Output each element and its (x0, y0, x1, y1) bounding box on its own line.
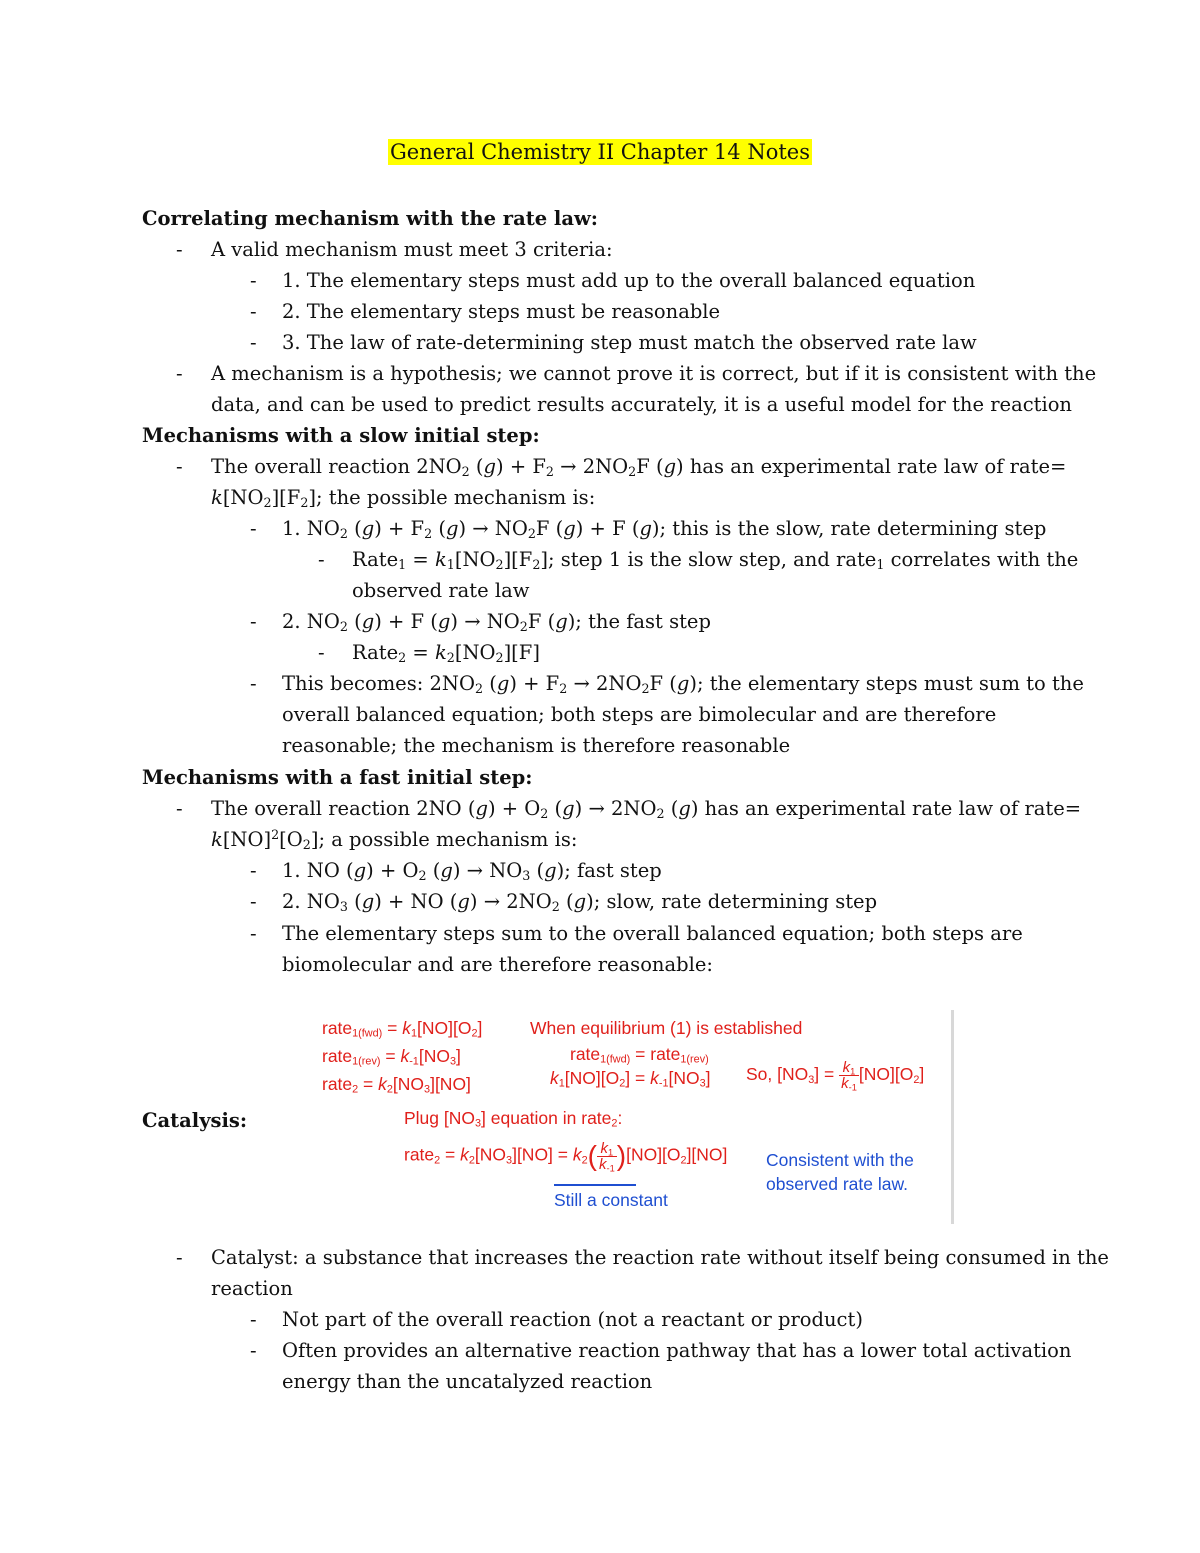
bullet-continuation: $k[NO]^2[O_2]$; a possible mechanism is: (211, 827, 578, 853)
sub-bullet: - Often provides an alternative reaction pathway that has a lower total activation (250, 1339, 1072, 1362)
sub-bullet: - 3. The law of rate-determining step must match the observed rate law (250, 331, 977, 354)
equilibrium-equation: $k_1[NO][O_2] = k_{-1}[NO_3]$ (550, 1068, 711, 1090)
sub-bullet: - 1. The elementary steps must add up to the overall balanced equation (250, 269, 976, 292)
still-constant-note: Still a constant (554, 1190, 668, 1210)
bullet-continuation: observed rate law (352, 579, 530, 602)
bullet-continuation: data, and can be used to predict results accurately, it is a useful model for the reaction (211, 393, 1072, 416)
bullet: - A mechanism is a hypothesis; we cannot prove it is correct, but if it is consistent with the (176, 362, 1097, 385)
bullet: - The overall reaction 2NO $(g) + O_2$ $(g) \to 2NO_2$ (g) has an experimental rate law of rate= (176, 797, 1082, 822)
section-heading-catalysis: Catalysis: (142, 1109, 248, 1132)
bullet-continuation: $k[NO_2][F_2]$; the possible mechanism is: (211, 486, 596, 511)
equation-rate1-fwd: rate$_{1(fwd)}$ = $k_1[NO][O_2]$ (322, 1018, 483, 1040)
bullet: - A valid mechanism must meet 3 criteria: (176, 238, 613, 261)
section-heading-slow-step: Mechanisms with a slow initial step: (142, 424, 540, 447)
substituted-rate-equation: rate$_2$ = $k_2[NO_3][NO] = k_2$( $\frac{k_1}{k_{-1}}$ )$[NO][O_2][NO]$ (404, 1139, 728, 1173)
sub-bullet: - This becomes: $2NO_2$ $(g) + F_2 \to 2NO_2F$ (g); the elementary steps must sum to the (250, 672, 1084, 697)
sub-bullet: - 1. $NO_2$ $(g) + F_2$ $(g) \to NO_2F$ (g) + F (g); this is the slow, rate determining step (250, 517, 1047, 542)
section-heading-rate-law: Correlating mechanism with the rate law: (142, 207, 598, 230)
consistent-note-line2: observed rate law. (766, 1174, 909, 1194)
section-heading-fast-step: Mechanisms with a fast initial step: (142, 766, 533, 789)
bullet-continuation: energy than the uncatalyzed reaction (282, 1370, 653, 1393)
sub-bullet: - Not part of the overall reaction (not a reactant or product) (250, 1308, 863, 1331)
sub-bullet: - 2. The elementary steps must be reasonable (250, 300, 721, 323)
sub-bullet: - The elementary steps sum to the overall balanced equation; both steps are (250, 922, 1023, 945)
sub-sub-bullet: - Rate$_1$ = $k_1[NO_2][F_2]$; step 1 is the slow step, and rate$_1$ correlates with the (318, 548, 1079, 573)
equilibrium-note: When equilibrium (1) is established (530, 1018, 803, 1038)
rate-law-derivation-figure (300, 1008, 960, 1226)
plug-instruction: Plug $[NO_3]$ equation in rate$_2$: (404, 1108, 623, 1130)
equation-rate2: rate$_2$ = $k_2[NO_3][NO]$ (322, 1074, 471, 1096)
consistent-note-line1: Consistent with the (766, 1150, 914, 1170)
bullet-continuation: reaction (211, 1277, 293, 1300)
equation-rate1-rev: rate$_{1(rev)}$ = $k_{-1}[NO_3]$ (322, 1046, 461, 1068)
bullet: - The overall reaction $2NO_2$ $(g) + F_2 \to 2NO_2F$ (g) has an experimental rate law of rate= (176, 455, 1067, 480)
bullet-continuation: biomolecular and are therefore reasonable: (282, 953, 713, 976)
sub-bullet: - 2. $NO_2$ (g) + F $(g) \to NO_2F$ (g); the fast step (250, 610, 711, 635)
constant-underline (554, 1184, 636, 1186)
sub-bullet: - 1. NO $(g) + O_2$ $(g) \to NO_3$ (g); fast step (250, 859, 662, 884)
sub-sub-bullet: - Rate$_2$ = $k_2[NO_2][F]$ (318, 641, 540, 666)
bullet: - Catalyst: a substance that increases the reaction rate without itself being consumed in the (176, 1246, 1109, 1269)
no3-expression: So, $[NO_3]$ = $\frac{k_1}{k_{-1}}$ $[NO][O_2]$ (746, 1059, 925, 1093)
bullet-continuation: overall balanced equation; both steps are bimolecular and are therefore (282, 703, 997, 726)
sub-bullet: - 2. $NO_3$ (g) + NO $(g) \to 2NO_2$ (g); slow, rate determining step (250, 890, 878, 915)
figure-right-edge (951, 1010, 954, 1224)
bullet-continuation: reasonable; the mechanism is therefore reasonable (282, 734, 791, 757)
equilibrium-condition: rate$_{1(fwd)}$ = rate$_{1(rev)}$ (570, 1044, 709, 1066)
page-title: General Chemistry II Chapter 14 Notes (389, 140, 810, 164)
